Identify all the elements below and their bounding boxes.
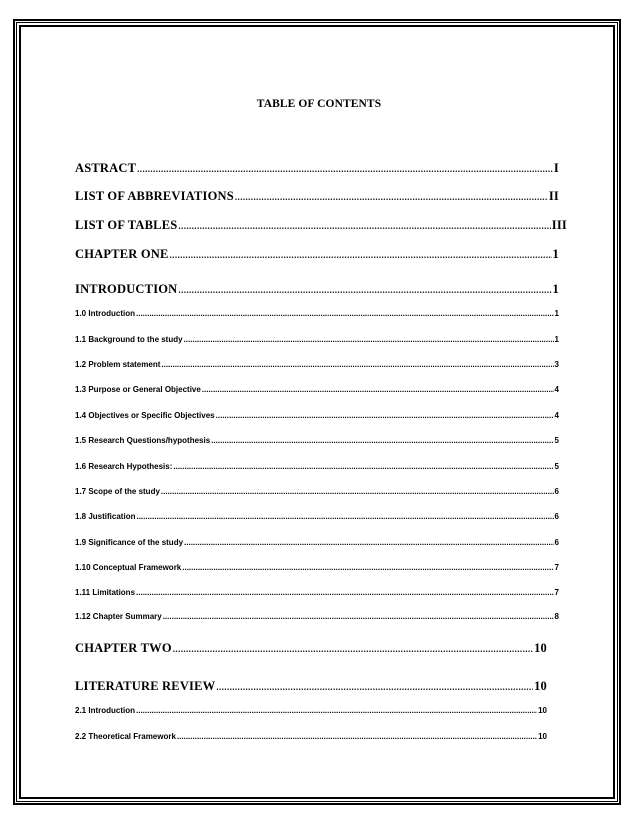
toc-dot-leader [163, 612, 554, 621]
toc-entry-major [75, 641, 547, 656]
toc-entry-minor [75, 385, 559, 394]
toc-entry-page: 10 [534, 641, 547, 655]
toc-entry-major [75, 218, 567, 233]
toc-dot-leader [173, 644, 533, 654]
toc-dot-leader [137, 164, 553, 174]
toc-entry-title: CHAPTER ONE [75, 247, 169, 261]
toc-dot-leader [216, 411, 554, 420]
toc-entry-page: 7 [554, 588, 559, 597]
toc-entry-title: 1.9 Significance of the study [75, 538, 184, 547]
toc-entry-major [75, 282, 559, 297]
toc-dot-leader [184, 335, 554, 344]
toc-dot-leader [177, 732, 537, 741]
toc-entry-page: 5 [554, 462, 559, 471]
toc-entry-minor [75, 512, 559, 521]
toc-dot-leader [161, 487, 554, 496]
toc-entry-title: 1.8 Justification [75, 512, 136, 521]
toc-entry-title: 1.7 Scope of the study [75, 487, 160, 496]
toc-entry-title: LIST OF TABLES [75, 218, 178, 232]
toc-dot-leader [211, 436, 553, 445]
toc-entry-page: 6 [554, 487, 559, 496]
toc-entry-minor [75, 612, 559, 621]
toc-entry-page: 6 [554, 538, 559, 547]
toc-entry-major [75, 161, 559, 176]
toc-dot-leader [182, 563, 553, 572]
toc-entry-minor [75, 588, 559, 597]
toc-dot-leader [178, 221, 550, 231]
toc-entry-page: 4 [554, 385, 559, 394]
toc-entry-title: ASTRACT [75, 161, 137, 175]
toc-entry-page: 1 [552, 247, 559, 261]
toc-entry-page: 8 [554, 612, 559, 621]
toc-entry-title: 1.12 Chapter Summary [75, 612, 162, 621]
toc-entry-page: 10 [538, 706, 547, 715]
toc-entry-page: 10 [538, 732, 547, 741]
toc-entry-page: 10 [534, 679, 547, 693]
toc-entry-title: 1.2 Problem statement [75, 360, 161, 369]
toc-entry-minor [75, 538, 559, 547]
toc-entry-minor [75, 309, 559, 318]
toc-entry-title: 1.6 Research Hypothesis: [75, 462, 173, 471]
toc-dot-leader [161, 360, 553, 369]
toc-dot-leader [136, 706, 537, 715]
toc-entry-minor [75, 487, 559, 496]
toc-entry-minor [75, 706, 547, 715]
toc-entry-minor [75, 335, 559, 344]
toc-entry-title: INTRODUCTION [75, 282, 178, 296]
toc-entry-page: 5 [554, 436, 559, 445]
toc-entry-title: 1.3 Purpose or General Objective [75, 385, 201, 394]
toc-entry-page: 7 [554, 563, 559, 572]
toc-entry-title: 2.2 Theoretical Framework [75, 732, 176, 741]
toc-entry-page: 3 [554, 360, 559, 369]
toc-entry-major [75, 189, 559, 204]
toc-entry-page: 4 [554, 411, 559, 420]
toc-entry-title: 1.11 Limitations [75, 588, 136, 597]
toc-entry-page: 6 [554, 512, 559, 521]
toc-entry-page: 1 [554, 309, 559, 318]
toc-entry-title: 1.10 Conceptual Framework [75, 563, 182, 572]
toc-entry-title: 2.1 Introduction [75, 706, 135, 715]
toc-dot-leader [235, 192, 548, 202]
toc-entry-title: 1.5 Research Questions/hypothesis [75, 436, 211, 445]
toc-entry-minor [75, 360, 559, 369]
toc-entry-title: LIST OF ABBREVIATIONS [75, 189, 234, 203]
toc-entry-major [75, 247, 559, 262]
toc-entry-title: CHAPTER TWO [75, 641, 172, 655]
toc-heading: TABLE OF CONTENTS [256, 98, 382, 110]
toc-entry-title: LITERATURE REVIEW [75, 679, 216, 693]
toc-dot-leader [136, 309, 554, 318]
toc-entry-title: 1.4 Objectives or Specific Objectives [75, 411, 215, 420]
toc-entry-page: II [548, 189, 559, 203]
toc-entry-minor [75, 732, 547, 741]
toc-entry-page: III [551, 218, 567, 232]
toc-entry-page: 1 [554, 335, 559, 344]
toc-entry-minor [75, 436, 559, 445]
toc-entry-minor [75, 411, 559, 420]
toc-dot-leader [216, 682, 533, 692]
toc-dot-leader [136, 512, 553, 521]
toc-dot-leader [136, 588, 554, 597]
toc-entry-page: 1 [552, 282, 559, 296]
toc-dot-leader [173, 462, 553, 471]
toc-entry-minor [75, 462, 559, 471]
toc-entry-major [75, 679, 547, 694]
toc-entry-minor [75, 563, 559, 572]
toc-entry-title: 1.0 Introduction [75, 309, 135, 318]
toc-entry-title: 1.1 Background to the study [75, 335, 183, 344]
toc-dot-leader [170, 250, 552, 260]
toc-dot-leader [178, 285, 551, 295]
toc-dot-leader [202, 385, 554, 394]
toc-entry-page: I [553, 161, 559, 175]
toc-dot-leader [184, 538, 554, 547]
